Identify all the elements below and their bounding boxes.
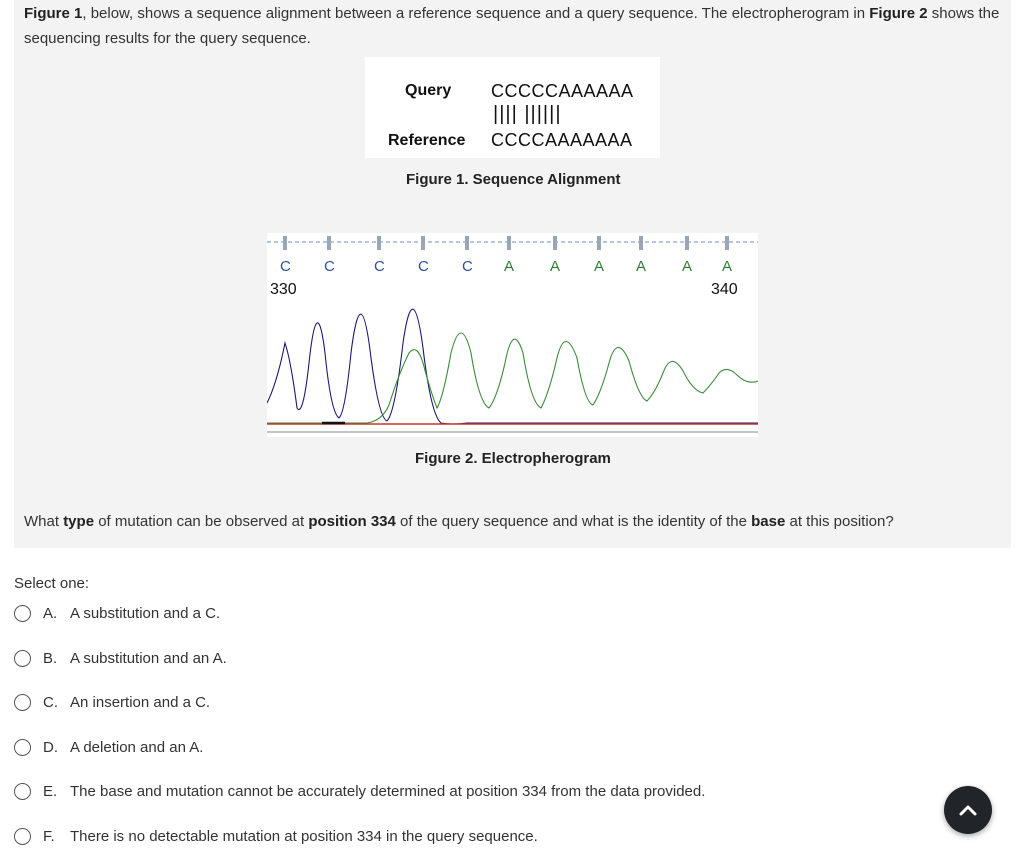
question-text xyxy=(24,513,1004,530)
question-part: at this position? xyxy=(785,513,894,530)
quality-tick xyxy=(507,236,511,250)
option-letter: E. xyxy=(43,782,58,800)
radio-option-c[interactable] xyxy=(14,694,31,711)
base-call-label: A xyxy=(594,258,605,275)
reference-label: Reference xyxy=(388,132,466,149)
electropherogram-svg xyxy=(267,233,758,437)
radio-option-a[interactable] xyxy=(14,605,31,622)
position-label-340: 340 xyxy=(711,281,738,298)
option-a[interactable] xyxy=(14,600,220,626)
option-text: A deletion and an A. xyxy=(70,738,204,756)
option-text: A substitution and an A. xyxy=(70,649,227,667)
question-part: What xyxy=(24,513,64,530)
base-call-label: C xyxy=(324,258,335,275)
base-call-label: C xyxy=(462,258,473,275)
base-call-label: A xyxy=(636,258,647,275)
base-call-label: C xyxy=(280,258,291,275)
electropherogram-figure xyxy=(267,233,758,437)
option-text: There is no detectable mutation at position 334 in the query sequence. xyxy=(70,827,538,845)
position-label-330: 330 xyxy=(270,281,297,298)
base-call-label: A xyxy=(722,258,733,275)
question-emphasis: base xyxy=(751,513,786,530)
sequence-alignment-figure xyxy=(365,57,660,158)
query-sequence: CCCCCAAAAAA xyxy=(491,81,634,101)
option-text: The base and mutation cannot be accurately determined at position 334 from the data provided. xyxy=(70,782,706,800)
option-letter: F. xyxy=(43,827,55,845)
figure2-caption: Figure 2. Electropherogram xyxy=(415,450,611,467)
option-text: A substitution and a C. xyxy=(70,604,221,622)
option-f[interactable] xyxy=(14,823,538,849)
scroll-to-top-button[interactable] xyxy=(944,786,992,834)
figure1-caption: Figure 1. Sequence Alignment xyxy=(406,171,621,188)
quality-tick xyxy=(465,236,469,250)
radio-option-b[interactable] xyxy=(14,650,31,667)
quality-tick xyxy=(327,236,331,250)
option-letter: C. xyxy=(43,693,58,711)
base-call-label: A xyxy=(550,258,561,275)
radio-option-e[interactable] xyxy=(14,783,31,800)
option-letter: B. xyxy=(43,649,58,667)
base-call-label: C xyxy=(374,258,385,275)
option-letter: D. xyxy=(43,738,58,756)
quality-tick xyxy=(685,236,689,250)
reference-sequence: CCCCAAAAAAA xyxy=(491,130,633,150)
question-emphasis: position 334 xyxy=(308,513,396,530)
question-emphasis: type xyxy=(63,513,95,530)
radio-option-f[interactable] xyxy=(14,828,31,845)
option-b[interactable] xyxy=(14,645,227,671)
intro-text-1: , below, shows a sequence alignment between a reference sequence and a query sequence. The electropherogram in xyxy=(82,5,870,22)
option-d[interactable] xyxy=(14,734,203,760)
question-part: of mutation can be observed at xyxy=(94,513,309,530)
quality-tick xyxy=(421,236,425,250)
question-intro xyxy=(24,2,1009,51)
quality-tick xyxy=(283,236,287,250)
quality-tick xyxy=(597,236,601,250)
option-letter: A. xyxy=(43,604,58,622)
quality-tick xyxy=(639,236,643,250)
question-part: of the query sequence and what is the identity of the xyxy=(395,513,752,530)
query-label: Query xyxy=(405,82,452,99)
option-e[interactable] xyxy=(14,778,705,804)
base-call-label: A xyxy=(504,258,515,275)
radio-option-d[interactable] xyxy=(14,739,31,756)
quality-tick xyxy=(725,236,729,250)
intro-text-2: shows the sequencing results for the query sequence. xyxy=(24,5,1000,47)
base-call-label: C xyxy=(418,258,429,275)
alignment-match-bars: |||| |||||| xyxy=(493,103,562,125)
quality-tick xyxy=(377,236,381,250)
option-c[interactable] xyxy=(14,689,210,715)
figure1-ref: Figure 1 xyxy=(24,5,83,22)
select-one-label: Select one: xyxy=(14,575,90,592)
chevron-up-icon xyxy=(959,804,977,816)
figure2-ref: Figure 2 xyxy=(869,5,928,22)
option-text: An insertion and a C. xyxy=(70,693,211,711)
base-call-label: A xyxy=(682,258,693,275)
quality-tick xyxy=(553,236,557,250)
